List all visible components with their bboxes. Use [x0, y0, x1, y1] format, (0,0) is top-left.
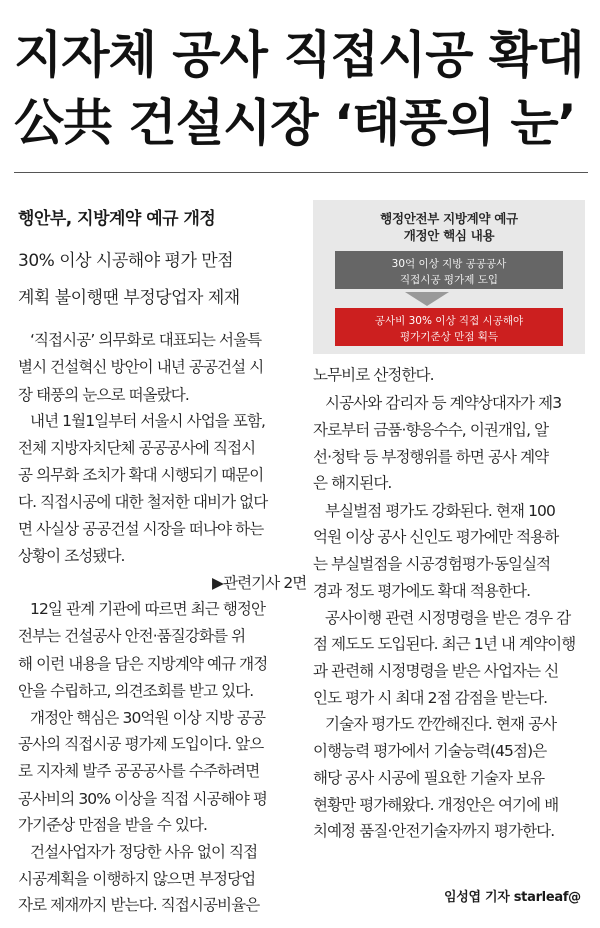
subheadline-line-2: 계획 불이행땐 부정당업자 제재: [18, 288, 240, 308]
info-box-item-2-line-1: 공사비 30% 이상 직접 시공해야: [374, 315, 524, 327]
right-col-line: 는 부실벌점을 시공경험평가·동일실적: [313, 555, 551, 573]
info-box: [313, 200, 585, 354]
left-col-line: ‘직접시공’ 의무화로 대표되는 서울특: [30, 331, 262, 349]
info-box-title-2: 개정안 핵심 내용: [403, 228, 495, 243]
down-arrow-icon: [405, 292, 449, 306]
left-col-line: 안을 수립하고, 의견조회를 받고 있다.: [18, 682, 254, 700]
left-col-line: 별시 건설혁신 방안이 내년 공공건설 시: [18, 358, 264, 376]
right-col-line: 기술자 평가도 깐깐해진다. 현재 공사: [325, 715, 557, 733]
info-box-title-1: 행정안전부 지방계약 예규: [380, 211, 518, 226]
info-box-item-2-line-2: 평가기준상 만점 획득: [400, 331, 498, 343]
left-col-line: 시공계획을 이행하지 않으면 부정당업: [18, 870, 256, 888]
right-col-line: 시공사와 감리자 등 계약상대자가 제3: [325, 394, 562, 412]
headline-line-2: 公共 건설시장 ‘태풍의 눈’: [14, 94, 576, 152]
left-col-line: 다. 직접시공에 대한 철저한 대비가 없다: [18, 493, 268, 511]
left-col-line: 면 사실상 공공건설 시장을 떠나야 하는: [18, 520, 264, 538]
left-col-line: 로 지자체 발주 공공공사를 수주하려면: [18, 762, 260, 780]
left-col-line: 공사비의 30% 이상을 직접 시공해야 평: [18, 790, 267, 808]
headline-line-1: 지자체 공사 직접시공 확대: [14, 26, 584, 84]
right-col-line: 치예정 품질·안전기술자까지 평가한다.: [313, 822, 555, 840]
byline: 임성엽 기자 starleaf@: [444, 890, 581, 905]
right-col-line: 노무비로 산정한다.: [313, 366, 434, 384]
info-box-item-1-line-1: 30억 이상 지방 공공공사: [391, 258, 507, 270]
right-col-line: 은 해지된다.: [313, 474, 392, 492]
left-col-line: 내년 1월1일부터 서울시 사업을 포함,: [30, 412, 266, 430]
right-col-line: 경과 정도 평가에도 확대 적용한다.: [313, 582, 531, 600]
headline-divider: [14, 172, 588, 173]
info-box-item-2: [335, 308, 563, 346]
left-col-line: 공사의 직접시공 평가제 도입이다. 앞으: [18, 735, 264, 753]
left-col-line: 전부는 건설공사 안전·품질강화를 위: [18, 627, 246, 645]
left-col-line: 공 의무화 조치가 확대 시행되기 때문이: [18, 466, 264, 484]
right-col-line: 이행능력 평가에서 기술능력(45점)은: [313, 742, 547, 760]
right-col-line: 부실벌점 평가도 강화된다. 현재 100: [325, 502, 555, 520]
subheadline: 행안부, 지방계약 예규 개정: [18, 209, 216, 229]
left-col-line: 건설사업자가 정당한 사유 없이 직접: [30, 843, 258, 861]
left-col-line: 장 태풍의 눈으로 떠올랐다.: [18, 386, 189, 404]
right-col-line: 인도 평가 시 최대 2점 감점을 받는다.: [313, 689, 548, 707]
left-col-line: 해 이런 내용을 담은 지방계약 예규 개정: [18, 655, 268, 673]
info-box-item-1: [335, 251, 563, 289]
right-col-line: 점 제도도 도입된다. 최근 1년 내 계약이행: [313, 635, 576, 653]
right-col-line: 선·청탁 등 부정행위를 하면 공사 계약: [313, 448, 549, 466]
right-col-line: 억원 이상 공사 신인도 평가에만 적용하: [313, 528, 559, 546]
right-col-line: 현황만 평가해왔다. 개정안은 여기에 배: [313, 796, 559, 814]
left-col-line: 전체 지방자치단체 공공공사에 직접시: [18, 439, 256, 457]
subheadline-line-1: 30% 이상 시공해야 평가 만점: [18, 251, 234, 271]
right-col-line: 공사이행 관련 시정명령을 받은 경우 감: [325, 609, 571, 627]
right-col-line: 해당 공사 시공에 필요한 기술자 보유: [313, 769, 545, 787]
left-col-line: 자로 제재까지 받는다. 직접시공비율은: [18, 896, 260, 914]
info-box-item-1-line-2: 직접시공 평가제 도입: [400, 274, 498, 286]
right-col-line: 자로부터 금품·향응수수, 이권개입, 알: [313, 421, 549, 439]
left-col-line: 12일 관계 기관에 따르면 최근 행정안: [30, 600, 266, 618]
left-col-line: ▶관련기사 2면: [212, 574, 307, 592]
left-col-line: 가기준상 만점을 받을 수 있다.: [18, 816, 208, 834]
left-col-line: 상황이 조성됐다.: [18, 547, 125, 565]
left-col-line: 개정안 핵심은 30억원 이상 지방 공공: [30, 709, 266, 727]
right-col-line: 과 관련해 시정명령을 받은 사업자는 신: [313, 662, 559, 680]
